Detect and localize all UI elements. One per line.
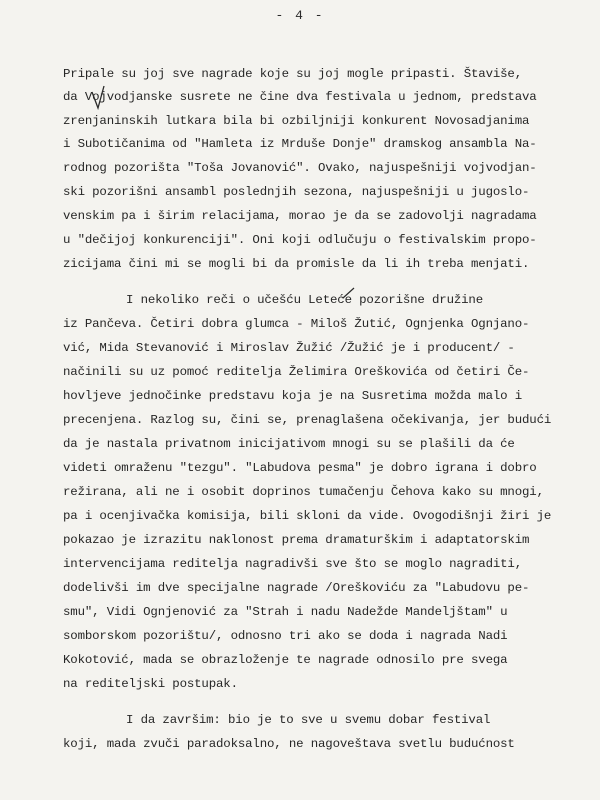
text-line-22: dodelivši im dve specijalne nagrade /Oreškoviću za "Labudovu pe-: [63, 581, 530, 595]
text-line-13: načinili su uz pomoć reditelja Želimira Oreškovića od četiri Če-: [63, 365, 530, 379]
text-line-26: na rediteljski postupak.: [63, 677, 238, 691]
text-line-19: pa i ocenjivačka komisija, bili skloni da vide. Ovogodišnji žiri je: [63, 509, 552, 523]
text-line-5: rodnog pozorišta "Toša Jovanović". Ovako, najuspešniji vojvodjan-: [63, 161, 537, 175]
page-number: - 4 -: [275, 8, 325, 23]
text-line-18: režirana, ali ne i osobit doprinos tumačenju Čehova kako su mnogi,: [63, 485, 544, 499]
text-line-7: venskim pa i širim relacijama, morao je da se zadovolji nagradama: [63, 209, 537, 223]
text-line-1: Pripale su joj sve nagrade koje su joj mogle pripasti. Štaviše,: [63, 67, 522, 81]
text-line-11: iz Pančeva. Četiri dobra glumca - Miloš Žutić, Ognjenka Ognjano-: [63, 317, 530, 331]
text-line-12: vić, Mida Stevanović i Miroslav Žužić /Žužić je i producent/ -: [63, 341, 515, 355]
text-line-6: ski pozorišni ansambl poslednjih sezona, najuspešniji u jugoslo-: [63, 185, 530, 199]
text-line-28: koji, mada zvuči paradoksalno, ne nagoveštava svetlu budućnost: [63, 737, 515, 751]
text-line-23: smu", Vidi Ognjenović za "Strah i nadu Nadežde Mandeljštam" u: [63, 605, 508, 619]
text-line-17: videti omraženu "tezgu". "Labudova pesma" je dobro igrana i dobro: [63, 461, 537, 475]
text-line-15: precenjena. Razlog su, čini se, prenaglašena očekivanja, jer budući: [63, 413, 552, 427]
text-line-27: I da završim: bio je to sve u svemu dobar festival: [126, 713, 491, 727]
text-line-4: i Subotičanima od "Hamleta iz Mrduše Donje" dramskog ansambla Na-: [63, 137, 537, 151]
text-line-3: zrenjaninskih lutkara bila bi ozbiljniji konkurent Novosadjanima: [63, 114, 530, 128]
text-line-25: Kokotović, mada se obrazloženje te nagrade odnosilo pre svega: [63, 653, 508, 667]
text-line-2: da Vojvodjanske susrete ne čine dva festivala u jednom, predstava: [63, 90, 537, 104]
text-line-10: I nekoliko reči o učešću Leteće pozorišne družine: [126, 293, 483, 307]
text-line-24: somborskom pozorištu/, odnosno tri ako se doda i nagrada Nadi: [63, 629, 508, 643]
text-line-14: hovljeve jednočinke predstavu koja je na Susretima možda malo i: [63, 389, 522, 403]
text-line-20: pokazao je izrazitu naklonost prema dramaturškim i adaptatorskim: [63, 533, 530, 547]
text-line-8: u "dečijoj konkurenciji". Oni koji odlučuju o festivalskim propo-: [63, 233, 537, 247]
text-line-9: zicijama čini mi se mogli bi da promisle da li ih treba menjati.: [63, 257, 530, 271]
text-line-21: intervencijama reditelja nagradivši sve što se moglo nagraditi,: [63, 557, 522, 571]
text-line-16: da je nastala privatnom inicijativom mnogi su se plašili da će: [63, 437, 515, 451]
